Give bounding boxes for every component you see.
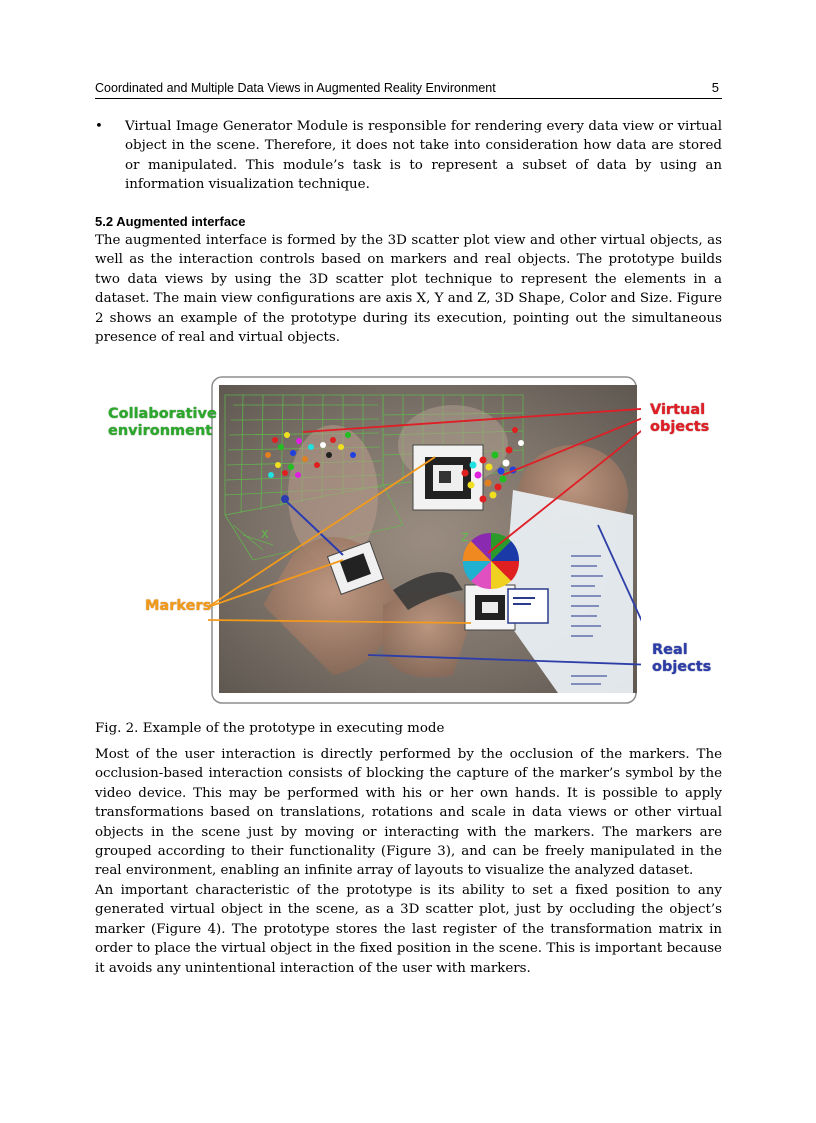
figure-2 [203, 375, 641, 705]
callout-collaborative-environment [108, 406, 218, 440]
callout-virtual-text: Virtual objects [650, 402, 710, 435]
axis-label-z: Z [461, 531, 469, 544]
callout-virtual-objects [650, 402, 712, 436]
marker-bottom [465, 585, 548, 630]
bullet-symbol: • [95, 119, 103, 134]
pie-chart-object [463, 533, 519, 589]
bullet-text: Virtual Image Generator Module is responsible for rendering every data view or virtual object in the scene. Therefore, it does not take into consideration how data are stored or manipulated. This module’s task is to represent a subset of data by using an information visualization technique. [125, 119, 722, 193]
figure-image [203, 375, 641, 705]
figure-caption: Fig. 2. Example of the prototype in executing mode [95, 721, 445, 736]
axis-label-x: X [261, 528, 269, 541]
running-title: Coordinated and Multiple Data Views in Augmented Reality Environment [95, 81, 496, 95]
callout-markers [145, 598, 211, 615]
bullet-item [95, 117, 722, 195]
section-paragraph: The augmented interface is formed by the 3D scatter plot view and other virtual objects, as well as the interaction controls based on markers and real objects. The prototype builds two data views by using the 3D scatter plot technique to represent the elements in a dataset. The main view configurations are axis X, Y and Z, 3D Shape, Color and Size. Figure 2 shows an example of the prototype during its execution, pointing out the simultaneous presence of real and virtual objects. [95, 233, 722, 346]
running-header [95, 80, 722, 99]
callout-markers-text: Markers [145, 598, 212, 614]
body-paragraph-3: An important characteristic of the prototype is its ability to set a fixed position to any generated virtual object in the scene, as a 3D scatter plot, just by occluding the object’s marker (Figure 4). The prototype stores the last register of the transformation matrix in order to place the virtual object in the fixed position in the scene. This is important because it avoids any unintentional interaction of the user with markers. [95, 883, 722, 976]
page-number: 5 [711, 80, 719, 95]
marker-top [413, 445, 483, 510]
body-paragraph-2: Most of the user interaction is directly performed by the occlusion of the markers. The occlusion-based interaction consists of blocking the capture of the marker’s symbol by the video device. This may be performed with his or her own hands. It is possible to apply transformations based on translations, rotations and scale in data views or other virtual objects in the scene just by moving or interacting with the markers. The markers are grouped according to their functionality (Figure 3), and can be freely manipulated in the real environment, enabling an infinite array of layouts to visualize the analyzed dataset. [95, 747, 722, 879]
callout-real-objects [652, 642, 710, 676]
callout-real-text: Real objects [652, 642, 712, 675]
marker-stick-tip [281, 495, 289, 503]
callout-collaborative-text: Collaborative environment [108, 406, 217, 439]
section-heading: 5.2 Augmented interface [95, 214, 246, 229]
